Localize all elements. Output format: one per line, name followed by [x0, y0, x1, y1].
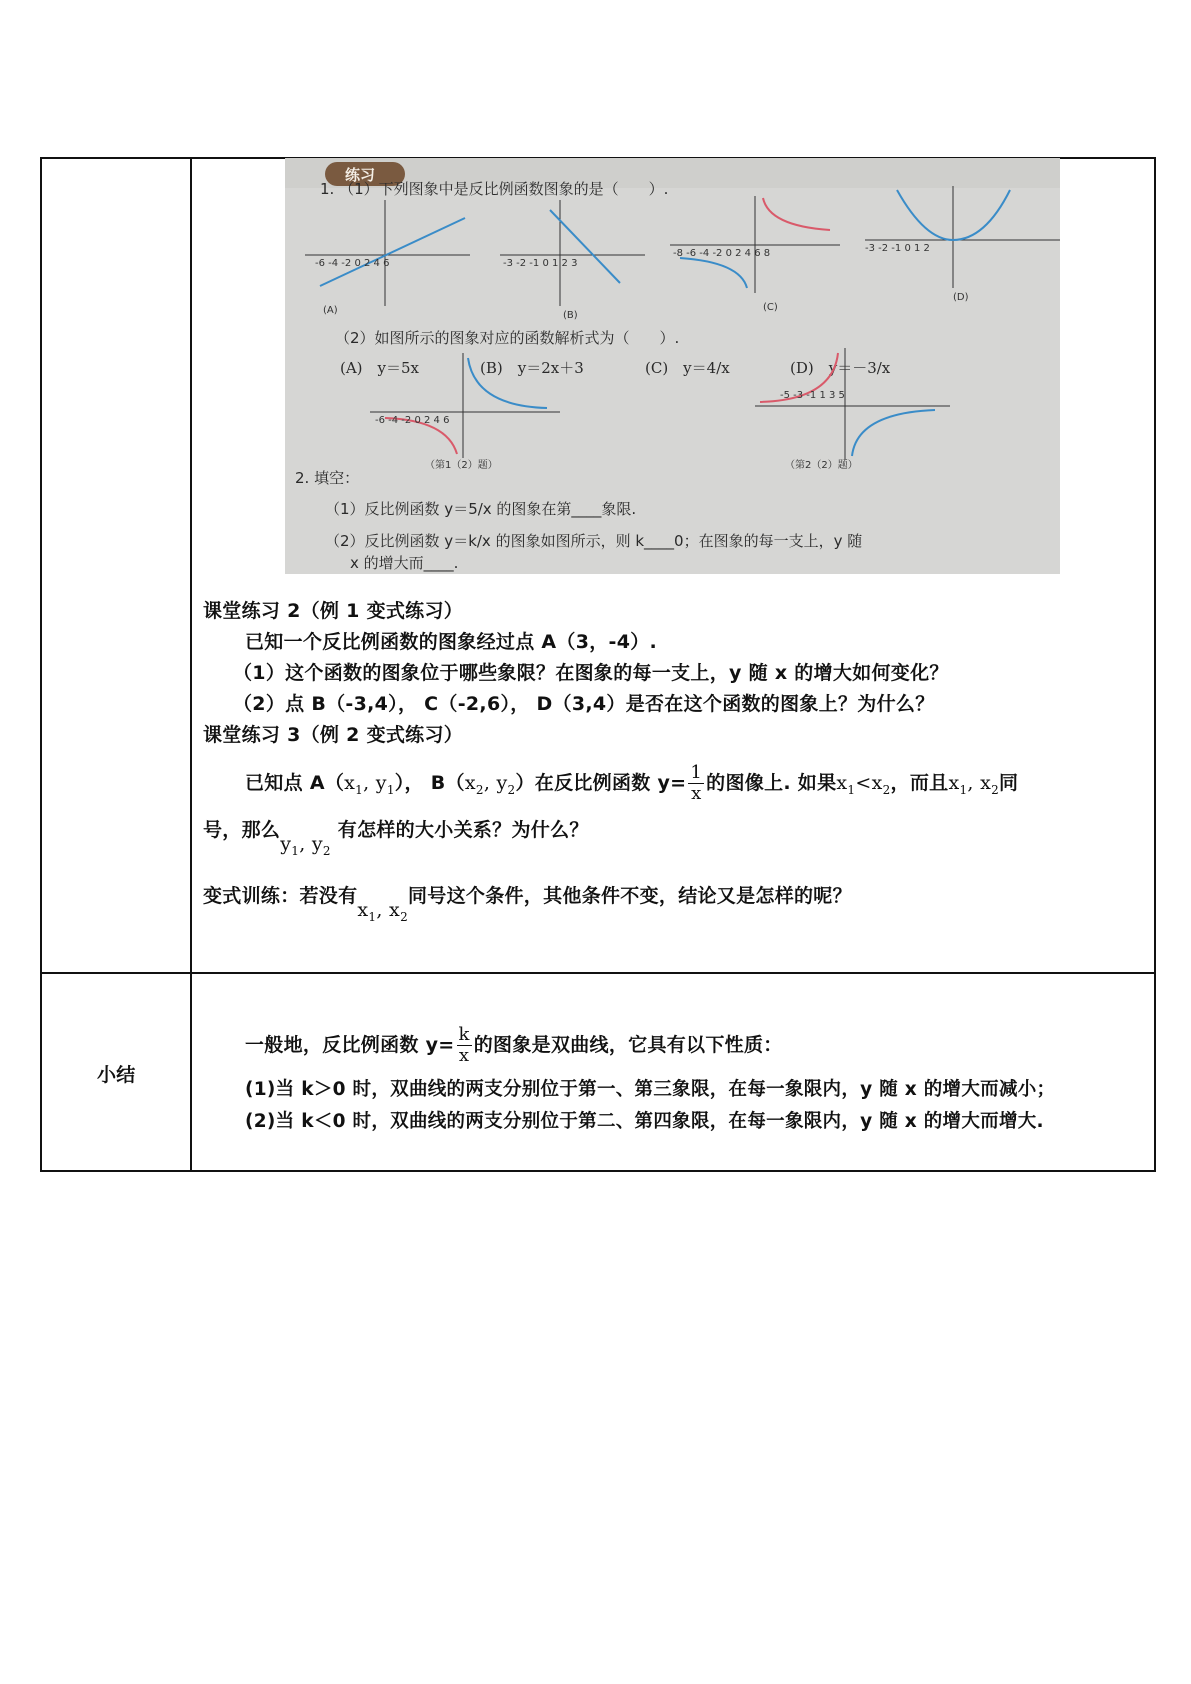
opt-b: (B) y＝2x＋3 [480, 359, 584, 377]
svg-text:-3 -2 -1 0 1 2: -3 -2 -1 0 1 2 [865, 243, 930, 254]
q1-2-text: （2）如图所示的图象对应的函数解析式为（ ）. [335, 329, 680, 347]
caption-q2-2: （第2（2）题） [785, 460, 858, 471]
fraction-k-over-x: $\frac{k}{x}$ [458, 1024, 470, 1066]
ex2-line3: （2）点 B（-3,4）， C（-2,6）， D（3,4）是否在这个函数的图象上？为什么？ [233, 693, 935, 715]
svg-text:-5 -3 -1 1 3 5: -5 -3 -1 1 3 5 [780, 390, 845, 401]
summary-intro [245, 1020, 783, 1070]
summary-intro-a: 一般地，反比例函数 y= [245, 1034, 455, 1056]
q2-text: 2. 填空： [295, 469, 360, 487]
label-a: (A) [323, 305, 338, 316]
summary-label: 小结 [97, 1064, 136, 1086]
ex3-paragraph1: 已知点 $A(x_1$, $y_1$）， $B(x_2$, $y_2$）在反比例函数 y= $\frac{1}{x}$ 的图像上. 如果$x_1<x_2$，而且$x_1$, $x_2$同 [245, 762, 1019, 804]
variant-training: 变式训练：若没有$x_1$, $x_2$同号这个条件，其他条件不变，结论又是怎样的呢？ [203, 885, 852, 924]
ex2-line2: （1）这个函数的图象位于哪些象限？在图象的每一支上，y 随 x 的增大如何变化？ [233, 662, 949, 684]
svg-text:-8 -6 -4 -2 0 2 4 6 8: -8 -6 -4 -2 0 2 4 6 8 [673, 248, 771, 259]
opt-d: (D) y＝－3/x [790, 359, 891, 377]
ex3-p1e: ，而且 [890, 772, 949, 794]
svg-text:-6 -4 -2 0 2 4 6: -6 -4 -2 0 2 4 6 [315, 258, 390, 269]
caption-q1-2: （第1（2）题） [425, 460, 498, 471]
opt-a: (A) y＝5x [340, 359, 420, 377]
label-c: (C) [763, 302, 778, 313]
ex3-p2a: 号，那么 [203, 819, 281, 841]
ex3-p1b: ）， B（ [394, 772, 465, 794]
q2-3-text: x 的增大而____. [350, 554, 459, 572]
q2-2-text: （2）反比例函数 y＝k/x 的图象如图所示，则 k____0；在图象的每一支上，y 随 [325, 532, 863, 550]
summary-point-2: (2)当 k＜0 时，双曲线的两支分别位于第二、第四象限，在每一象限内，y 随 x 的增大而增大. [245, 1111, 1044, 1132]
opt-c: (C) y＝4/x [645, 359, 730, 377]
row-divider [40, 972, 1154, 974]
label-b: (B) [563, 310, 578, 321]
ex3-p1c: ）在反比例函数 y= [515, 772, 687, 794]
ex3-p1d: 的图像上. 如果 [706, 772, 837, 794]
ex2-title: 课堂练习 2（例 1 变式练习） [203, 600, 464, 622]
column-divider [190, 157, 192, 1170]
q2-1-text: （1）反比例函数 y＝5/x 的图象在第____象限. [325, 500, 637, 518]
ex3-p1a: 已知点 A（ [245, 772, 345, 794]
q1-1-text: 1. （1）下列图象中是反比例函数图象的是（ ）. [320, 180, 669, 198]
label-d: (D) [953, 292, 969, 303]
summary-intro-b: 的图象是双曲线，它具有以下性质： [473, 1034, 783, 1056]
variant-a: 变式训练：若没有 [203, 885, 358, 907]
ex3-title: 课堂练习 3（例 2 变式练习） [203, 724, 464, 746]
summary-point-1: (1)当 k＞0 时，双曲线的两支分别位于第一、第三象限，在每一象限内，y 随 x 的增大而减小； [245, 1079, 1056, 1100]
variant-b: 同号这个条件，其他条件不变，结论又是怎样的呢？ [408, 885, 852, 907]
textbook-photo-drawing [285, 158, 1060, 574]
fraction-1-over-x: $\frac{1}{x}$ [690, 762, 703, 804]
ex3-p1f: 同 [999, 772, 1019, 794]
ex3-p2b: 有怎样的大小关系？为什么？ [337, 819, 589, 841]
ex3-paragraph2: 号，那么$y_1$, $y_2$ 有怎样的大小关系？为什么？ [203, 819, 589, 858]
textbook-photo [285, 158, 1060, 574]
exercise-tag-text: 练习 [345, 166, 376, 184]
ex2-line1: 已知一个反比例函数的图象经过点 A（3，-4）. [245, 631, 658, 653]
svg-text:-3 -2 -1 0 1 2 3: -3 -2 -1 0 1 2 3 [503, 258, 578, 269]
svg-text:-6 -4 -2 0 2 4 6: -6 -4 -2 0 2 4 6 [375, 415, 450, 426]
